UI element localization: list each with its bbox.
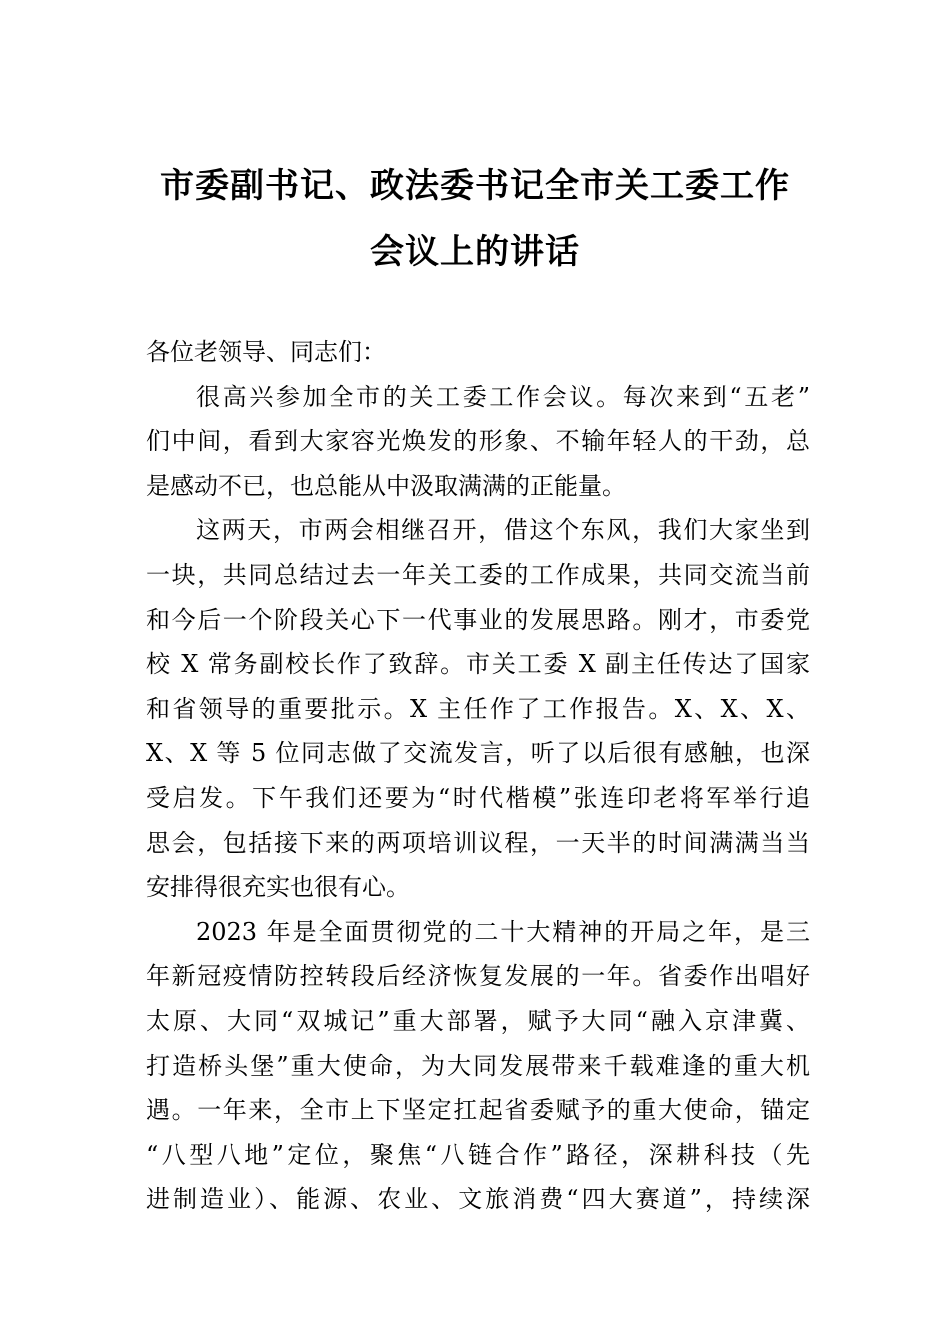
- paragraph-2-line-7: 受启发。下午我们还要为“时代楷模”张连印老将军举行追: [146, 783, 810, 812]
- paragraph-2-line-8: 思会，包括接下来的两项培训议程，一天半的时间满满当当: [146, 828, 810, 857]
- paragraph-1-line-3: 是感动不已，也总能从中汲取满满的正能量。: [146, 471, 626, 500]
- paragraph-2-line-1: 这两天，市两会相继召开，借这个东风，我们大家坐到: [196, 516, 810, 545]
- paragraph-3-line-4: 打造桥头堡”重大使命，为大同发展带来千载难逢的重大机: [146, 1051, 810, 1080]
- paragraph-3-line-6: “八型八地”定位，聚焦“八链合作”路径，深耕科技（先: [146, 1140, 810, 1169]
- paragraph-2-line-9: 安排得很充实也很有心。: [146, 873, 410, 902]
- paragraph-1-line-2: 们中间，看到大家容光焕发的形象、不输年轻人的干劲，总: [146, 427, 810, 456]
- paragraph-1-line-1: 很高兴参加全市的关工委工作会议。每次来到“五老”: [196, 382, 810, 411]
- document-title-line-1: 市委副书记、政法委书记全市关工委工作: [160, 166, 790, 206]
- document-title-line-2: 会议上的讲话: [370, 232, 580, 272]
- paragraph-3-line-7: 进制造业）、能源、农业、文旅消费“四大赛道”，持续深: [146, 1185, 810, 1214]
- paragraph-2-line-4: 校 X 常务副校长作了致辞。市关工委 X 副主任传达了国家: [146, 650, 810, 679]
- paragraph-2-line-3: 和今后一个阶段关心下一代事业的发展思路。刚才，市委党: [146, 605, 810, 634]
- paragraph-3-line-2: 年新冠疫情防控转段后经济恢复发展的一年。省委作出唱好: [146, 962, 810, 991]
- paragraph-2-line-2: 一块，共同总结过去一年关工委的工作成果，共同交流当前: [146, 560, 810, 589]
- paragraph-3-line-1: 2023 年是全面贯彻党的二十大精神的开局之年，是三: [196, 917, 810, 946]
- paragraph-3-line-3: 太原、大同“双城记”重大部署，赋予大同“融入京津冀、: [146, 1006, 810, 1035]
- document-body: [146, 330, 810, 1222]
- salutation: 各位老领导、同志们：: [146, 338, 386, 366]
- paragraph-2-line-5: 和省领导的重要批示。X 主任作了工作报告。X、X、X、: [146, 694, 810, 723]
- paragraph-2-line-6: X、X 等 5 位同志做了交流发言，听了以后很有感触，也深: [146, 739, 810, 768]
- paragraph-3-line-5: 遇。一年来，全市上下坚定扛起省委赋予的重大使命，锚定: [146, 1096, 810, 1125]
